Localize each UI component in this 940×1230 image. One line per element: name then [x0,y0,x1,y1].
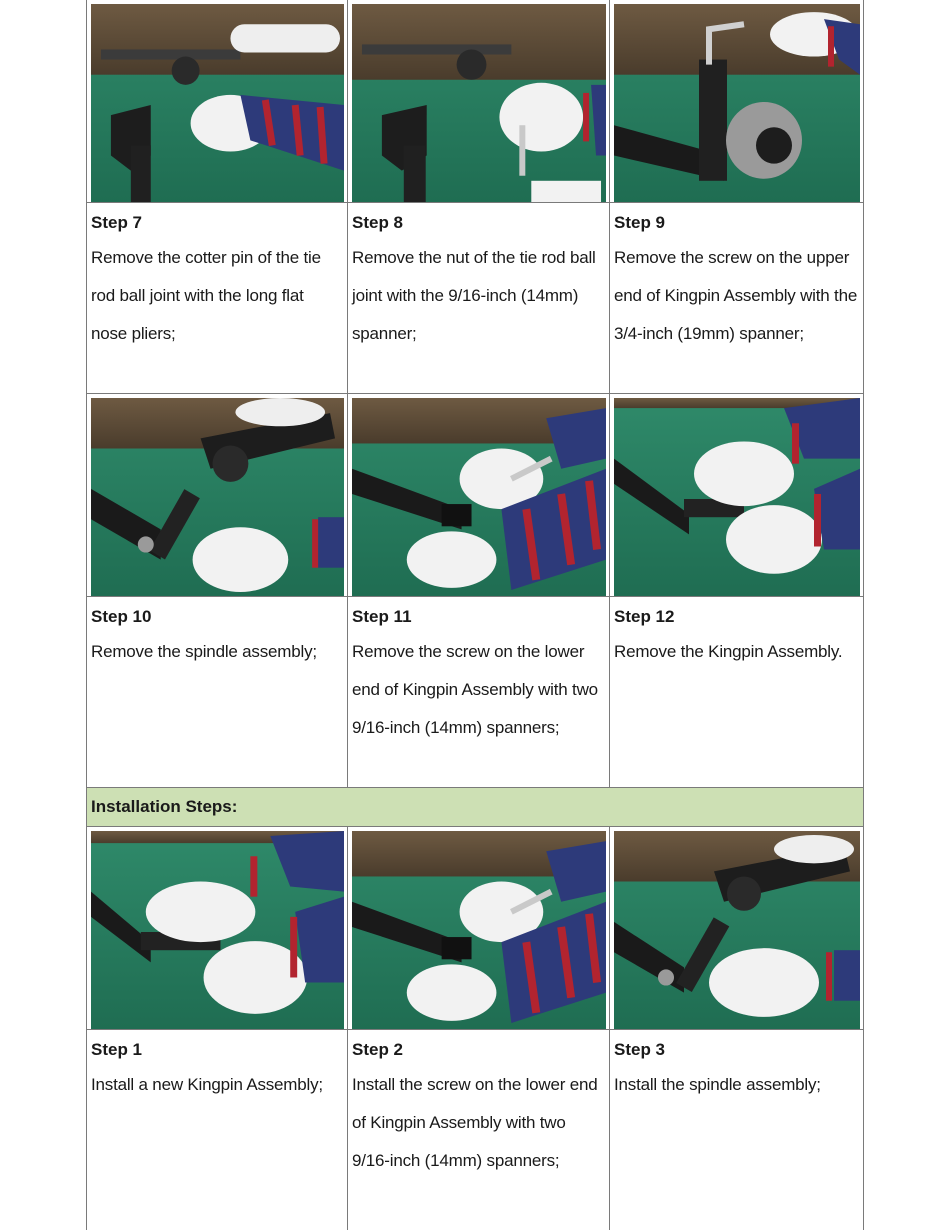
step-12-photo [610,394,863,596]
step-title: Step 1 [91,1040,143,1059]
step-title: Step 12 [614,607,675,626]
step-title: Step 7 [91,213,143,232]
text-row [87,203,863,394]
installation-steps-header: Installation Steps: [87,788,863,827]
step-card [348,597,610,787]
step-title: Step 9 [614,213,666,232]
text-row [87,1030,863,1230]
step-card [348,1030,610,1230]
step-card [87,203,348,393]
step-description: Install a new Kingpin Assembly; [91,1075,323,1094]
step-description: Remove the screw on the upper end of Kingpin Assembly with the 3/4-inch (19mm) spanner; [614,248,858,343]
step-title: Step 10 [91,607,152,626]
step-10-photo [87,394,348,596]
instruction-table [86,0,864,1230]
image-row [87,827,863,1030]
step-3-photo [610,827,863,1029]
step-description: Install the screw on the lower end of Kingpin Assembly with two 9/16-inch (14mm) spanners; [352,1075,598,1170]
step-description: Remove the cotter pin of the tie rod ball joint with the long flat nose pliers; [91,248,321,343]
step-title: Step 11 [352,607,412,626]
step-title: Step 2 [352,1040,404,1059]
step-card [87,1030,348,1230]
step-card [610,597,863,787]
step-9-photo [610,0,863,202]
step-description: Remove the Kingpin Assembly. [614,642,843,661]
step-7-photo [87,0,348,202]
step-title: Step 8 [352,213,404,232]
step-card [348,203,610,393]
step-description: Install the spindle assembly; [614,1075,821,1094]
step-8-photo [348,0,610,202]
step-card [610,203,863,393]
step-card [610,1030,863,1230]
step-description: Remove the nut of the tie rod ball joint with the 9/16-inch (14mm) spanner; [352,248,596,343]
step-1-photo [87,827,348,1029]
step-description: Remove the screw on the lower end of Kingpin Assembly with two 9/16-inch (14mm) spanners; [352,642,598,737]
image-row [87,0,863,203]
step-card [87,597,348,787]
step-description: Remove the spindle assembly; [91,642,317,661]
step-2-photo [348,827,610,1029]
image-row [87,394,863,597]
text-row [87,597,863,788]
step-11-photo [348,394,610,596]
step-title: Step 3 [614,1040,666,1059]
